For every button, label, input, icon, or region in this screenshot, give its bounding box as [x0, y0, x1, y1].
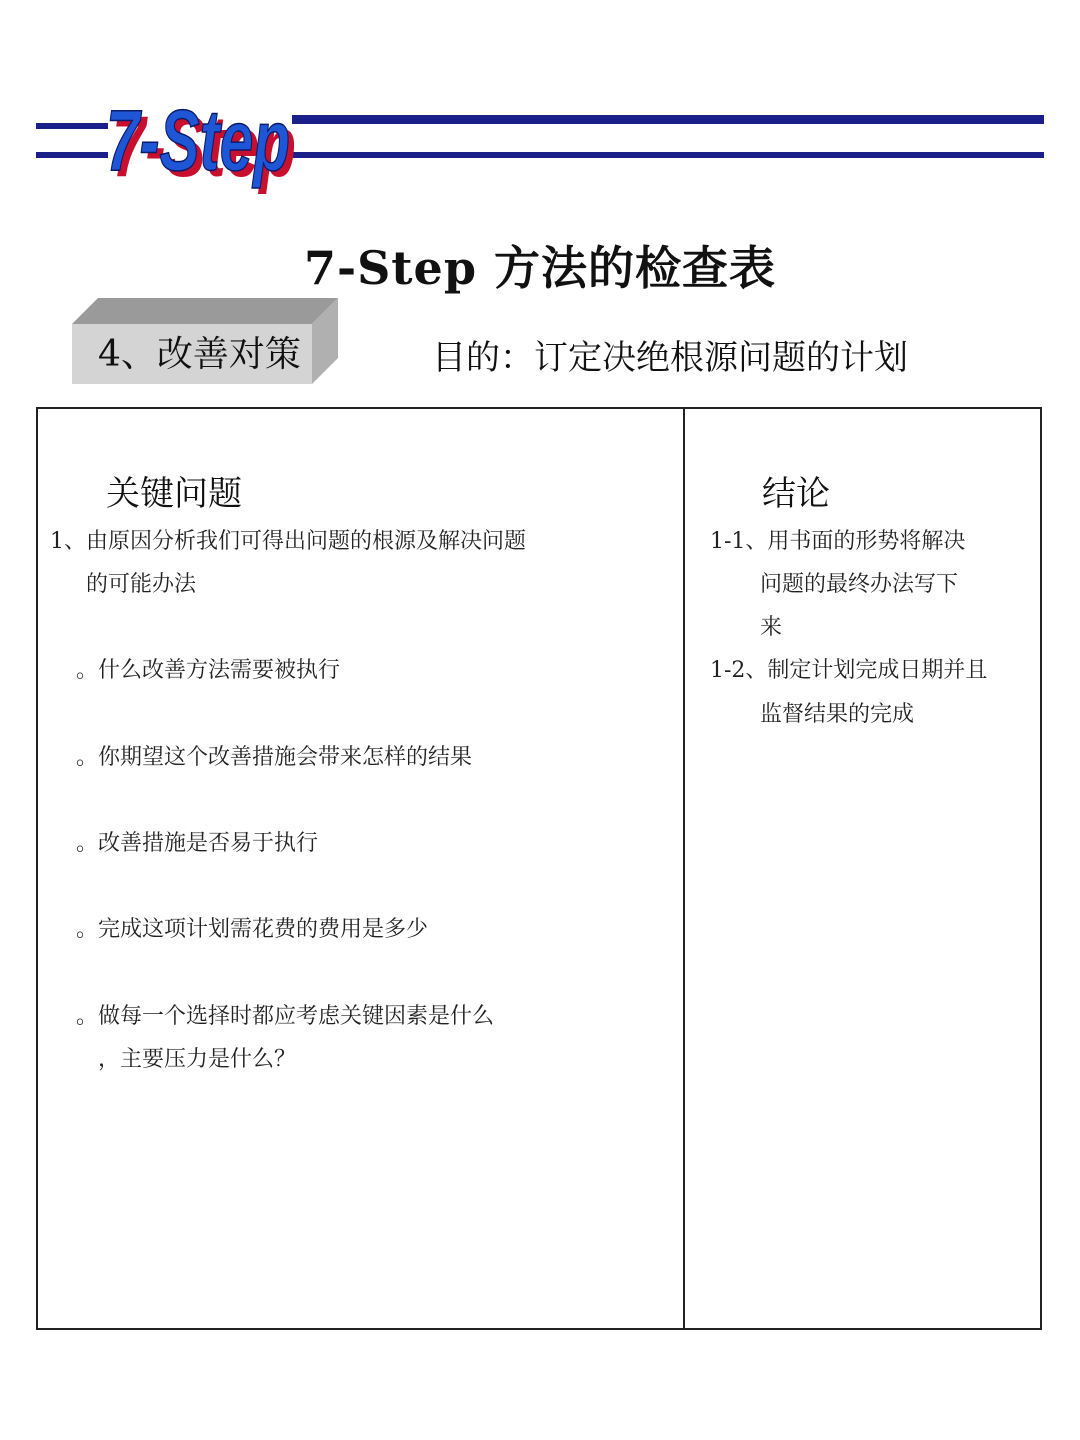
step-box-top-face — [72, 298, 338, 324]
column-divider — [683, 407, 685, 1330]
left-line: 1、由原因分析我们可得出问题的根源及解决问题 — [50, 529, 526, 554]
right-line: 1-1、用书面的形势将解决 — [710, 529, 966, 554]
right-column-heading: 结论 — [762, 474, 830, 514]
header-rule-right-top — [292, 115, 1044, 124]
right-line: 1-2、制定计划完成日期并且 — [710, 658, 988, 683]
right-line: 来 — [760, 615, 783, 640]
right-line: 问题的最终办法写下 — [760, 572, 959, 597]
header-rule-right-bottom — [292, 152, 1044, 158]
step-logo — [96, 78, 316, 208]
purpose-text: 目的：订定决绝根源问题的计划 — [432, 338, 908, 378]
left-line: ，主要压力是什么？ — [98, 1047, 297, 1072]
left-line: 。什么改善方法需要被执行 — [76, 658, 341, 683]
left-line: 。做每一个选择时都应考虑关键因素是什么 — [76, 1004, 495, 1029]
left-line: 。你期望这个改善措施会带来怎样的结果 — [76, 745, 473, 770]
step-logo-shadow: 7-Step — [112, 99, 296, 195]
left-line: 的可能办法 — [86, 572, 197, 597]
page-title: 7-Step 方法的检查表 — [303, 241, 776, 295]
left-line: 。改善措施是否易于执行 — [76, 831, 319, 856]
step-label: 4、改善对策 — [98, 334, 301, 375]
step-logo-text: 7-Step — [106, 93, 290, 189]
right-line: 监督结果的完成 — [760, 702, 915, 727]
left-column-heading: 关键问题 — [106, 474, 242, 514]
left-line: 。完成这项计划需花费的费用是多少 — [76, 917, 429, 942]
